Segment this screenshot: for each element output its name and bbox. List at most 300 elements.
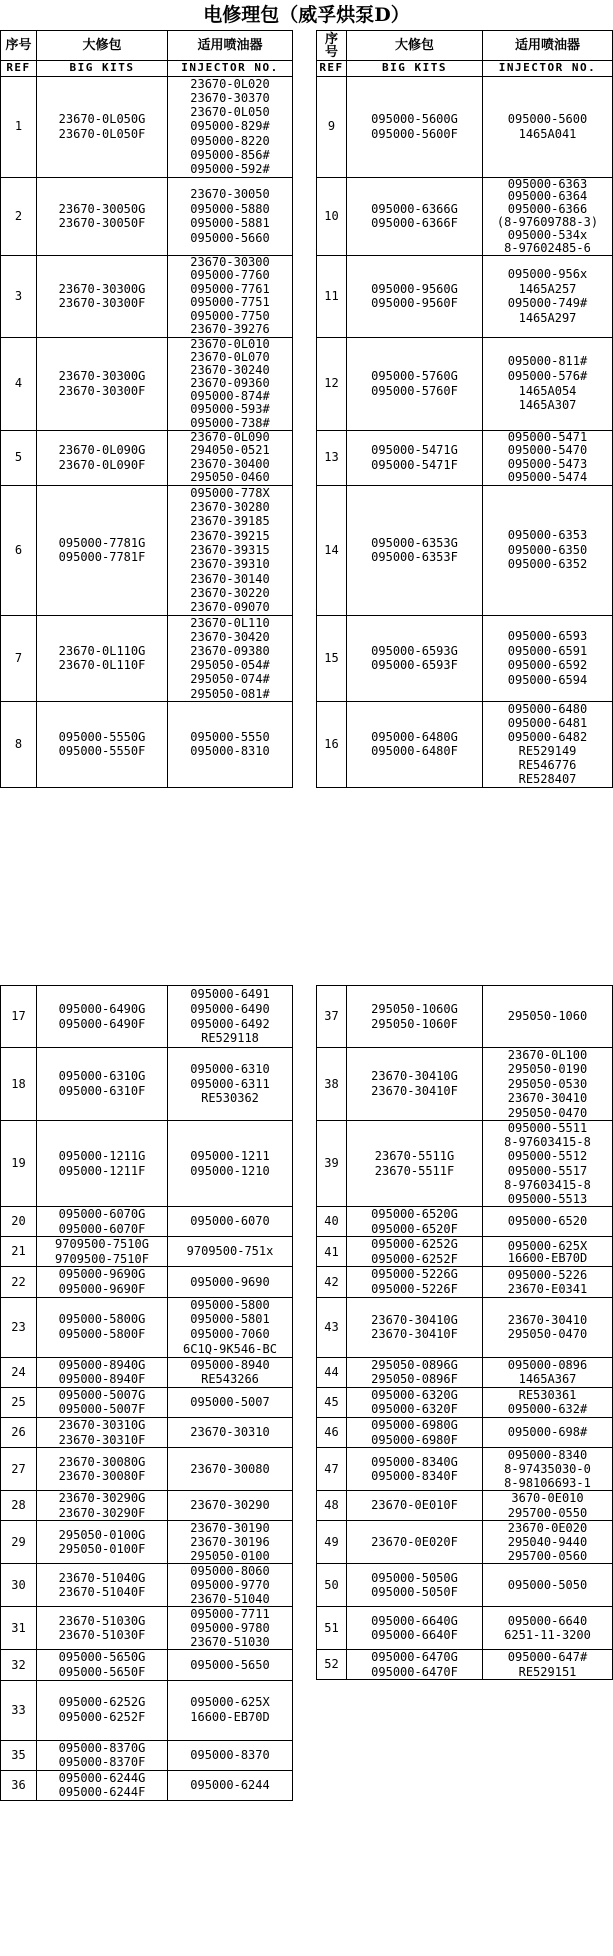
injector-code: 095000-5513	[507, 1191, 588, 1206]
kit-code: 095000-8340G	[371, 1454, 458, 1469]
injector-code: 295050-1060	[507, 1009, 588, 1024]
kit-code: 23670-51040F	[58, 1585, 146, 1600]
injector-code: 295050-0100	[190, 1549, 270, 1564]
injector-code: 1465A054	[518, 383, 577, 398]
injector-code: 095000-5226	[507, 1267, 588, 1282]
big-kits-cell	[37, 1417, 168, 1447]
row-number: 5	[1, 430, 37, 485]
injector-code: (8-97609788-3)	[496, 215, 599, 230]
table-row	[1, 615, 293, 701]
big-kits-cell	[347, 177, 483, 255]
big-kits-cell	[37, 1607, 168, 1650]
kit-code: 9709500-7510F	[55, 1251, 149, 1266]
injector-cell	[483, 337, 613, 430]
injector-code: 6251-11-3200	[504, 1628, 591, 1643]
injector-code: 095000-6070	[190, 1214, 270, 1229]
injector-code: 8-97435030-0	[504, 1462, 591, 1477]
injector-cell	[168, 485, 293, 615]
injector-cell	[168, 1048, 293, 1121]
kit-code: 095000-1211G	[58, 1148, 146, 1163]
kit-code: 23670-51030G	[58, 1613, 146, 1628]
injector-cell	[168, 1650, 293, 1680]
kit-code: 23670-30300G	[58, 281, 146, 296]
injector-code: 095000-6364	[507, 189, 588, 204]
big-kits-cell	[37, 701, 168, 787]
injector-cell	[168, 177, 293, 255]
row-number: 18	[1, 1048, 37, 1121]
injector-code: 23670-30290	[190, 1498, 270, 1513]
row-number: 52	[317, 1650, 347, 1680]
big-kits-cell	[347, 1237, 483, 1267]
kit-code: 23670-30290F	[58, 1505, 146, 1520]
injector-code: RE546776	[518, 758, 577, 773]
injector-code: 095000-593#	[190, 402, 270, 417]
injector-code: 23670-30410	[507, 1091, 588, 1106]
injector-code: 3670-0E010	[511, 1491, 584, 1506]
injector-code: 23670-30400	[190, 456, 270, 471]
table-row	[1, 177, 293, 255]
kit-code: 095000-6244F	[58, 1785, 146, 1800]
row-number: 37	[317, 986, 347, 1048]
injector-code: 295050-054#	[190, 658, 270, 673]
row-number: 35	[1, 1740, 37, 1770]
row-number: 16	[317, 701, 347, 787]
table-row	[1, 430, 293, 485]
table-row	[317, 1237, 613, 1267]
injector-code: 23670-E0341	[507, 1282, 588, 1297]
row-number: 4	[1, 337, 37, 430]
injector-cell	[168, 1607, 293, 1650]
table-row	[317, 1418, 613, 1448]
injector-cell	[168, 1740, 293, 1770]
injector-code: 23670-30050	[190, 186, 270, 201]
injector-code: 23670-30420	[190, 629, 270, 644]
big-kits-cell	[37, 986, 168, 1048]
injector-code: 095000-5550	[190, 729, 270, 744]
table-row	[1, 1521, 293, 1564]
ref-injector: INJECTOR NO.	[168, 61, 293, 77]
kit-code: 095000-6520G	[371, 1207, 458, 1222]
ref-row	[317, 61, 613, 77]
injector-code: 095000-6491	[190, 987, 270, 1002]
injector-cell	[168, 701, 293, 787]
injector-code: 23670-0L110	[190, 615, 270, 630]
table-row	[317, 255, 613, 337]
kit-code: 095000-6310G	[58, 1069, 146, 1084]
row-number: 19	[1, 1121, 37, 1207]
injector-code: 095000-6482	[507, 729, 588, 744]
table-row	[317, 1564, 613, 1607]
big-kits-cell	[347, 1564, 483, 1607]
injector-code: 095000-6593	[507, 628, 588, 643]
injector-code: 095000-698#	[507, 1425, 588, 1440]
big-kits-cell	[37, 1491, 168, 1521]
injector-code: 095000-6490	[190, 1001, 270, 1016]
kit-code: 295050-1060G	[371, 1001, 458, 1016]
kit-code: 23670-30410G	[371, 1312, 458, 1327]
row-number: 51	[317, 1607, 347, 1650]
injector-cell	[483, 1418, 613, 1448]
kit-code: 095000-1211F	[58, 1163, 146, 1178]
big-kits-cell	[347, 1607, 483, 1650]
header-injector: 适用喷油器	[168, 31, 293, 61]
kit-code: 095000-6520F	[371, 1221, 458, 1236]
big-kits-cell	[37, 615, 168, 701]
injector-code: 095000-956x	[507, 266, 588, 281]
row-number: 42	[317, 1267, 347, 1297]
injector-code: 1465A307	[518, 398, 577, 413]
big-kits-cell	[37, 1564, 168, 1607]
kit-code: 23670-30410F	[371, 1327, 458, 1342]
injector-code: 095000-7060	[190, 1327, 270, 1342]
ref-no: REF	[1, 61, 37, 77]
injector-code: 23670-09360	[190, 376, 270, 391]
kit-code: 095000-9690F	[58, 1281, 146, 1296]
kit-code: 095000-6252G	[58, 1695, 146, 1710]
kit-code: 095000-6252F	[58, 1710, 146, 1724]
kit-code: 095000-6470F	[371, 1664, 458, 1679]
injector-code: 095000-6353	[507, 528, 588, 543]
injector-code: 23670-0L050	[190, 105, 270, 120]
kit-code: 095000-8940F	[58, 1372, 146, 1387]
injector-cell	[483, 1491, 613, 1521]
injector-code: 23670-30310	[190, 1425, 270, 1440]
kit-code: 23670-30310F	[58, 1432, 146, 1447]
injector-code: 23670-39310	[190, 557, 270, 572]
bottom-right-table	[316, 985, 613, 1680]
injector-code: 8-97603415-8	[504, 1135, 591, 1150]
big-kits-cell	[37, 1448, 168, 1491]
injector-code: 095000-632#	[507, 1402, 588, 1417]
big-kits-cell	[347, 1521, 483, 1564]
kit-code: 095000-6490G	[58, 1001, 146, 1016]
injector-code: 295050-0470	[507, 1327, 588, 1342]
kit-code: 095000-6593F	[371, 658, 458, 673]
injector-code: 294050-0521	[190, 443, 270, 458]
big-kits-cell	[347, 255, 483, 337]
kit-code: 095000-7781G	[58, 535, 146, 550]
injector-code: 095000-1210	[190, 1163, 270, 1178]
ref-row	[1, 61, 293, 77]
injector-code: 095000-9770	[190, 1578, 270, 1593]
row-number: 29	[1, 1521, 37, 1564]
kit-code: 23670-51030F	[58, 1628, 146, 1643]
kit-code: 095000-6980G	[371, 1418, 458, 1432]
injector-cell	[483, 1207, 613, 1237]
row-number: 12	[317, 337, 347, 430]
injector-code: 095000-7760	[190, 268, 270, 283]
injector-code: 1465A297	[518, 310, 577, 325]
injector-code: 295040-9440	[507, 1535, 588, 1550]
injector-code: 23670-30300	[190, 255, 270, 269]
kit-code: 095000-5226G	[371, 1267, 458, 1282]
header-no: 序号	[1, 31, 37, 61]
table-row	[317, 76, 613, 177]
table-row	[1, 1680, 293, 1740]
injector-code: 23670-30140	[190, 571, 270, 586]
injector-code: 095000-738#	[190, 415, 270, 430]
kit-code: 095000-6480F	[371, 744, 458, 759]
injector-code: 095000-6492	[190, 1016, 270, 1031]
injector-code: 095000-8370	[190, 1747, 270, 1762]
injector-code: 095000-534x	[507, 227, 588, 242]
injector-code: 095000-6480	[507, 701, 588, 716]
injector-code: 23670-30280	[190, 500, 270, 515]
injector-code: 095000-856#	[190, 148, 270, 163]
injector-code: 23670-30410	[507, 1312, 588, 1327]
row-number: 7	[1, 615, 37, 701]
header-no-line: 号	[324, 44, 338, 60]
row-number: 46	[317, 1418, 347, 1448]
row-number: 2	[1, 177, 37, 255]
big-kits-cell	[347, 1121, 483, 1207]
row-number: 30	[1, 1564, 37, 1607]
injector-code: 095000-5517	[507, 1163, 588, 1178]
kit-code: 095000-5800G	[58, 1312, 146, 1327]
table-row	[1, 701, 293, 787]
kit-code: 095000-7781F	[58, 550, 146, 565]
injector-code: 095000-8940	[190, 1357, 270, 1372]
row-number: 1	[1, 76, 37, 177]
big-kits-cell	[347, 1650, 483, 1680]
injector-code: 23670-51040	[190, 1592, 270, 1607]
big-kits-cell	[347, 337, 483, 430]
row-number: 15	[317, 615, 347, 701]
table-row	[1, 1237, 293, 1267]
kit-code: 23670-30410G	[371, 1069, 458, 1084]
kit-code: 095000-6640F	[371, 1628, 458, 1643]
big-kits-cell	[37, 76, 168, 177]
header-no	[317, 31, 347, 61]
row-number: 49	[317, 1521, 347, 1564]
injector-code: 1465A257	[518, 281, 577, 296]
injector-code: 095000-8060	[190, 1564, 270, 1579]
row-number: 40	[317, 1207, 347, 1237]
kit-code: 23670-0E010F	[371, 1498, 458, 1513]
kit-code: 23670-30300G	[58, 369, 146, 384]
row-number: 8	[1, 701, 37, 787]
injector-cell	[168, 615, 293, 701]
injector-code: 095000-7711	[190, 1607, 270, 1622]
injector-code: 095000-8340	[507, 1448, 588, 1463]
injector-code: 095000-625X	[190, 1695, 270, 1710]
injector-code: 095000-8220	[190, 133, 270, 148]
top-left-table	[0, 30, 293, 788]
big-kits-cell	[37, 1267, 168, 1297]
injector-code: 095000-5470	[507, 443, 588, 458]
injector-code: 095000-5801	[190, 1312, 270, 1327]
kit-code: 23670-0L050G	[58, 112, 146, 127]
injector-code: 095000-5471	[507, 430, 588, 444]
table-row	[317, 1521, 613, 1564]
injector-code: 23670-30370	[190, 90, 270, 105]
injector-cell	[168, 255, 293, 337]
injector-cell	[168, 1564, 293, 1607]
injector-code: 23670-51030	[190, 1635, 270, 1650]
big-kits-cell	[37, 1207, 168, 1237]
injector-code: 095000-6366	[507, 202, 588, 217]
row-number: 21	[1, 1237, 37, 1267]
kit-code: 095000-8370G	[58, 1740, 146, 1755]
kit-code: 23670-30080G	[58, 1454, 146, 1469]
injector-cell	[168, 76, 293, 177]
kit-code: 095000-9560F	[371, 296, 458, 311]
table-row	[1, 76, 293, 177]
injector-code: 9709500-751x	[186, 1244, 274, 1259]
header-row	[1, 31, 293, 61]
big-kits-cell	[37, 1357, 168, 1387]
big-kits-cell	[37, 1387, 168, 1417]
kit-code: 095000-6353G	[371, 535, 458, 550]
row-number: 17	[1, 986, 37, 1048]
row-number: 50	[317, 1564, 347, 1607]
injector-cell	[483, 1564, 613, 1607]
injector-code: RE529118	[201, 1031, 259, 1046]
injector-code: RE543266	[201, 1372, 259, 1387]
injector-code: 8-98106693-1	[504, 1476, 591, 1491]
injector-code: 295050-0190	[507, 1062, 588, 1077]
table-row	[317, 485, 613, 615]
injector-code: 23670-09070	[190, 600, 270, 615]
kit-code: 095000-5550F	[58, 744, 146, 759]
row-number: 45	[317, 1387, 347, 1417]
big-kits-cell	[37, 255, 168, 337]
injector-code: 23670-0L010	[190, 337, 270, 351]
injector-code: 095000-6640	[507, 1613, 588, 1628]
row-number: 25	[1, 1387, 37, 1417]
kit-code: 095000-5600G	[371, 112, 458, 126]
injector-code: 095000-5881	[190, 216, 270, 231]
kit-code: 23670-5511F	[374, 1163, 455, 1178]
kit-code: 23670-0L050F	[58, 126, 146, 141]
big-kits-cell	[347, 430, 483, 485]
table-row	[1, 1121, 293, 1207]
table-row	[1, 1297, 293, 1357]
big-kits-cell	[37, 1770, 168, 1800]
kit-code: 9709500-7510G	[55, 1237, 149, 1252]
kit-code: 095000-5650G	[58, 1650, 146, 1665]
injector-code: 095000-749#	[507, 296, 588, 311]
injector-code: 095000-7751	[190, 295, 270, 310]
kit-code: 295050-0100F	[58, 1542, 146, 1557]
injector-code: 095000-6311	[190, 1076, 270, 1091]
table-row	[317, 1357, 613, 1387]
injector-cell	[168, 430, 293, 485]
big-kits-cell	[37, 1121, 168, 1207]
injector-code: 095000-7761	[190, 281, 270, 296]
kit-code: 095000-5760G	[371, 369, 458, 383]
injector-code: 095000-6591	[507, 643, 588, 658]
injector-code: 095000-5007	[190, 1395, 270, 1410]
kit-code: 23670-30410F	[371, 1084, 458, 1099]
injector-code: 295700-0550	[507, 1505, 588, 1520]
injector-cell	[483, 1448, 613, 1491]
injector-cell	[483, 1387, 613, 1417]
kit-code: 095000-6470G	[371, 1650, 458, 1665]
table-row	[1, 337, 293, 430]
row-number: 28	[1, 1491, 37, 1521]
kit-code: 095000-6593G	[371, 643, 458, 658]
injector-cell	[168, 1237, 293, 1267]
kit-code: 095000-6320G	[371, 1387, 458, 1402]
big-kits-cell	[37, 177, 168, 255]
injector-cell	[168, 1297, 293, 1357]
injector-cell	[168, 1680, 293, 1740]
injector-code: 295050-0460	[190, 470, 270, 485]
injector-cell	[483, 986, 613, 1048]
injector-code: 095000-6520	[507, 1214, 588, 1229]
injector-code: 23670-30196	[190, 1535, 270, 1550]
kit-code: 23670-30310G	[58, 1417, 146, 1432]
injector-code: 095000-0896	[507, 1357, 588, 1372]
injector-code: 095000-625X	[507, 1238, 588, 1253]
row-number: 26	[1, 1417, 37, 1447]
table-row	[317, 1267, 613, 1297]
injector-code: 23670-39215	[190, 528, 270, 543]
table-row	[1, 1607, 293, 1650]
table-row	[317, 615, 613, 701]
row-number: 36	[1, 1770, 37, 1800]
table-row	[317, 177, 613, 255]
big-kits-cell	[347, 1207, 483, 1237]
injector-code: 095000-5600	[507, 112, 588, 126]
injector-cell	[483, 76, 613, 177]
injector-code: 095000-778X	[190, 485, 270, 500]
injector-code: 23670-0L100	[507, 1048, 588, 1062]
injector-code: 23670-0L070	[190, 349, 270, 364]
injector-code: 095000-5473	[507, 456, 588, 471]
row-number: 13	[317, 430, 347, 485]
table-row	[317, 1607, 613, 1650]
injector-code: 6C1Q-9K546-BC	[183, 1341, 277, 1356]
table-row	[317, 1121, 613, 1207]
kit-code: 23670-0L110F	[58, 658, 146, 673]
table-row	[1, 255, 293, 337]
row-number: 39	[317, 1121, 347, 1207]
injector-code: 095000-5474	[507, 470, 588, 485]
big-kits-cell	[347, 1048, 483, 1121]
table-row	[1, 1650, 293, 1680]
injector-code: 095000-5880	[190, 201, 270, 216]
table-row	[317, 1448, 613, 1491]
injector-cell	[483, 1267, 613, 1297]
injector-cell	[483, 1121, 613, 1207]
injector-cell	[168, 1267, 293, 1297]
kit-code: 095000-6070F	[58, 1221, 146, 1236]
injector-code: 095000-6363	[507, 177, 588, 191]
injector-code: 095000-6592	[507, 658, 588, 673]
top-right-table	[316, 30, 613, 788]
header-no-line: 序	[324, 31, 338, 47]
injector-cell	[483, 701, 613, 787]
table-row	[1, 1448, 293, 1491]
ref-big-kits: BIG KITS	[347, 61, 483, 77]
injector-code: RE528407	[518, 772, 577, 787]
row-number: 27	[1, 1448, 37, 1491]
injector-code: 095000-9780	[190, 1621, 270, 1636]
kit-code: 095000-9690G	[58, 1267, 146, 1282]
kit-code: 095000-8940G	[58, 1357, 146, 1372]
injector-code: 23670-0L090	[190, 430, 270, 444]
kit-code: 095000-5050F	[371, 1585, 458, 1600]
injector-cell	[483, 177, 613, 255]
kit-code: 095000-6070G	[58, 1207, 146, 1221]
injector-cell	[168, 1357, 293, 1387]
table-row	[1, 1770, 293, 1800]
injector-cell	[483, 1357, 613, 1387]
kit-code: 095000-5007F	[58, 1402, 146, 1417]
table-row	[1, 1740, 293, 1770]
